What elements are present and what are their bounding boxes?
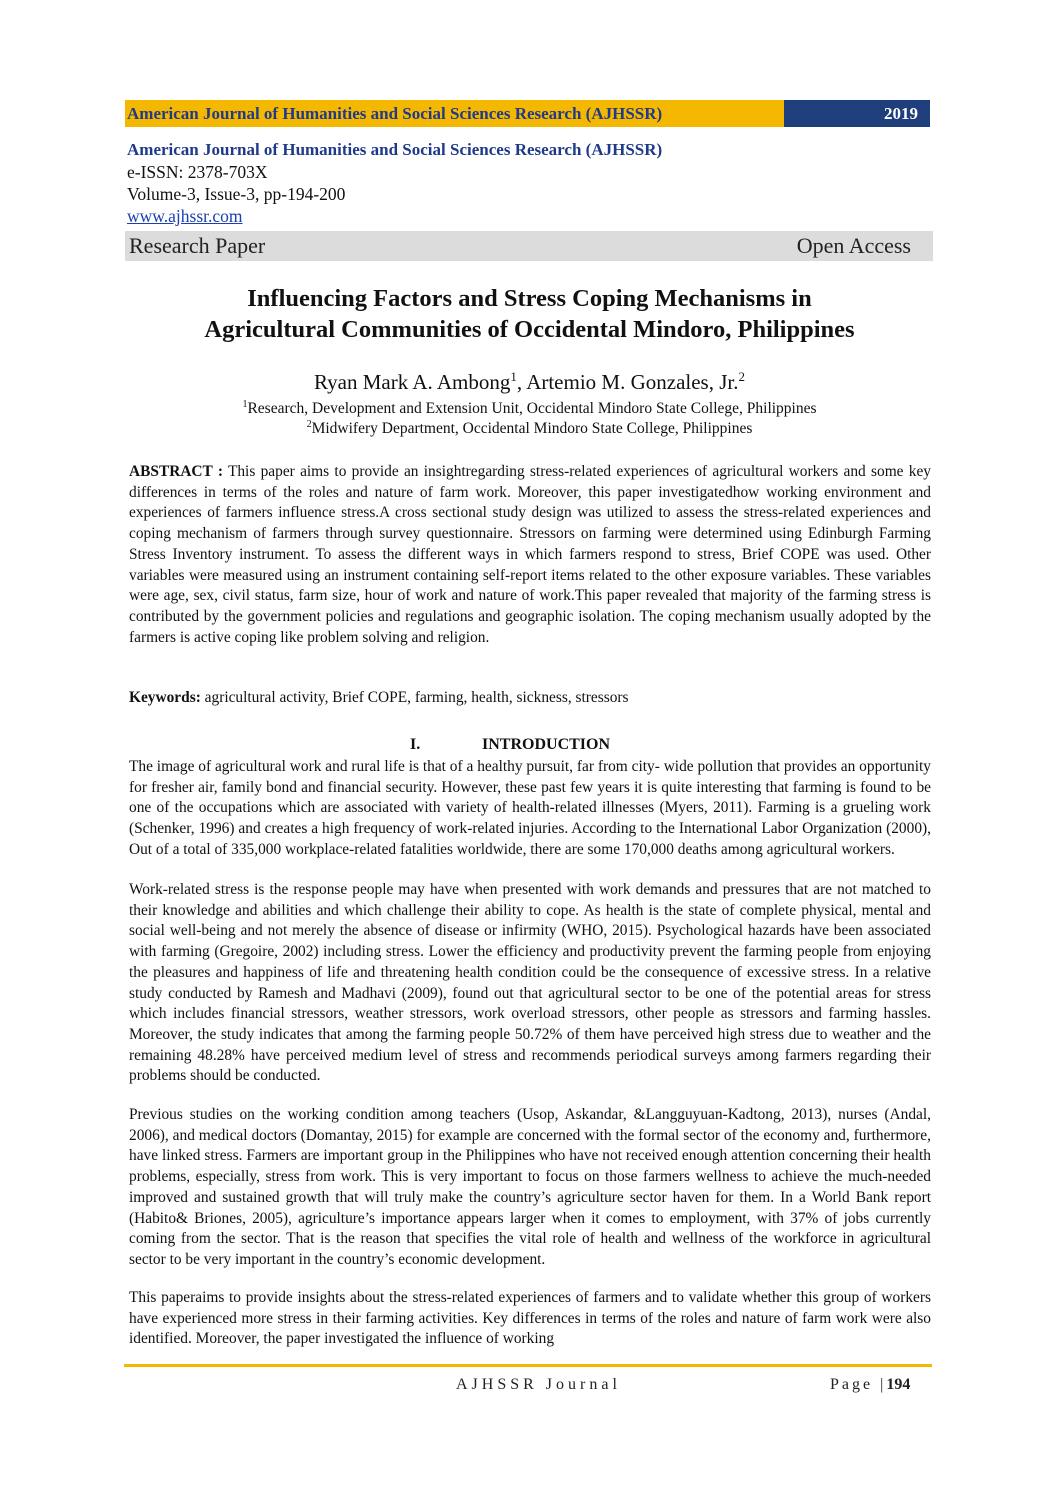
paper-title [60,283,999,345]
author-affiliation-mark: 2 [738,369,745,384]
affiliation-mark: 1 [242,399,248,410]
section-heading [410,735,610,755]
body-paragraph: The image of agricultural work and rural life is that of a healthy pursuit, far from city- wide pollution that provides an opportunity for fresher air, family bond and financial security. However, these past few years it is quite interesting that farming is found to be one of the occupations which are associated with variety of health-related illnesses (Myers, 2011). Farming is a grueling work (Schenker, 1996) and creates a high frequency of work-related injuries. According to the International Labor Organization (2000), Out of a total of 335,000 workplace-related fatalities worldwide, there are some 170,000 deaths among agricultural workers. [129,758,931,858]
running-header-year: 2019 [784,100,930,127]
footer-page-label: Page | [830,1376,887,1393]
abstract-text: This paper aims to provide an insightregarding stress-related experiences of agricultural workers and some key differences in terms of the roles and nature of farm work. Moreover, this paper investigatedhow working environment and experiences of farmers influence stress.A cross sectional study design was utilized to assess the stress-related experiences and coping mechanism of farmers through survey questionnaire. Stressors on farming were determined using Edinburgh Farming Stress Inventory instrument. To assess the different ways in which farmers respond to stress, Brief COPE was used. Other variables were measured using an instrument containing self-report items related to the other exposure variables. These variables were age, sex, civil status, farm size, hour of work and nature of work.This paper revealed that majority of the farming stress is contributed by the government policies and regulations and geographic isolation. The coping mechanism usually adopted by the farmers is active coping like problem solving and religion. [129,463,932,646]
affiliation [60,415,999,439]
running-header [125,100,930,127]
paper-type: Research Paper [129,233,266,258]
footer-page [830,1376,910,1394]
keywords-text: agricultural activity, Brief COPE, farming, health, sickness, stressors [200,689,629,706]
keywords [129,688,931,709]
access-type: Open Access [796,233,911,258]
journal-website-link[interactable]: www.ajhssr.com [127,206,243,226]
journal-info [127,139,932,227]
paper-title-line: Agricultural Communities of Occidental Mindoro, Philippines [204,316,855,343]
author-affiliation-mark: 1 [510,369,517,384]
running-header-journal: American Journal of Humanities and Social Sciences Research (AJHSSR) [125,100,784,127]
paper-type-bar [125,231,933,261]
author-separator: , [516,370,527,394]
body-paragraph: This paperaims to provide insights about the stress-related experiences of farmers and to validate whether this group of workers have experienced more stress in their farming activities. Key differences in terms of the roles and nature of farm work were also identified. Moreover, the paper investigated the influence of working [129,1289,931,1348]
footer-rule [124,1364,932,1367]
affiliation-text: Research, Development and Extension Unit, Occidental Mindoro State College, Philippines [247,400,817,418]
section-title: INTRODUCTION [482,736,611,753]
author-name: Ryan Mark A. Ambong [314,370,511,394]
affiliation-text: Midwifery Department, Occidental Mindoro State College, Philippines [311,420,753,438]
author-list [60,364,999,395]
section-number: I. [410,736,421,753]
abstract [129,462,931,648]
journal-name: American Journal of Humanities and Social Sciences Research (AJHSSR) [127,140,663,159]
paper-title-line: Influencing Factors and Stress Coping Mechanisms in [247,285,812,312]
volume-issue: Volume-3, Issue-3, pp-194-200 [127,184,346,204]
abstract-label: ABSTRACT : [129,463,223,480]
body-paragraph: Work-related stress is the response people may have when presented with work demands and pressures that are not matched to their knowledge and abilities and which challenge their ability to cope. As health is the state of complete physical, mental and social well-being and not merely the absence of disease or infirmity (WHO, 2015). Psychological hazards have been associated with farming (Gregoire, 2002) including stress. Lower the efficiency and productivity prevent the farming people from enjoying the pleasures and happiness of life and threatening health condition could be the consequence of excessive stress. In a relative study conducted by Ramesh and Madhavi (2009), found out that agricultural sector to be one of the potential areas for stress which includes financial stressors, weather stressors, work overload stressors, other people as stressors and farming hassles. Moreover, the study indicates that among the farming people 50.72% of them have perceived high stress due to weather and the remaining 48.28% have perceived medium level of stress and recommends periodical surveys among farmers regarding their problems should be conducted. [129,881,931,1085]
eissn: e-ISSN: 2378-703X [127,162,268,182]
body-paragraph: Previous studies on the working condition among teachers (Usop, Askandar, &Langguyuan-Kadtong, 2013), nurses (Andal, 2006), and medical doctors (Domantay, 2015) for example are concerned with the formal sector of the economy and, furthermore, have linked stress. Farmers are important group in the Philippines who have not received enough attention concerning their health problems, especially, stress from work. This is very important to focus on those farmers wellness to achieve the much-needed improved and sustained growth that will truly make the country’s agriculture sector haven for them. In a World Bank report (Habito& Briones, 2005), agriculture’s importance appears larger when it comes to employment, with 37% of jobs currently coming from the sector. That is the reason that specifies the vital role of health and wellness of the workforce in agricultural sector to be very important in the country’s economic development. [129,1106,931,1268]
keywords-label: Keywords: [129,689,201,706]
affiliation-mark: 2 [306,419,312,430]
author-name: Artemio M. Gonzales, Jr. [526,370,739,394]
footer-page-number: 194 [886,1376,911,1393]
footer-journal: AJHSSR Journal [456,1376,621,1393]
